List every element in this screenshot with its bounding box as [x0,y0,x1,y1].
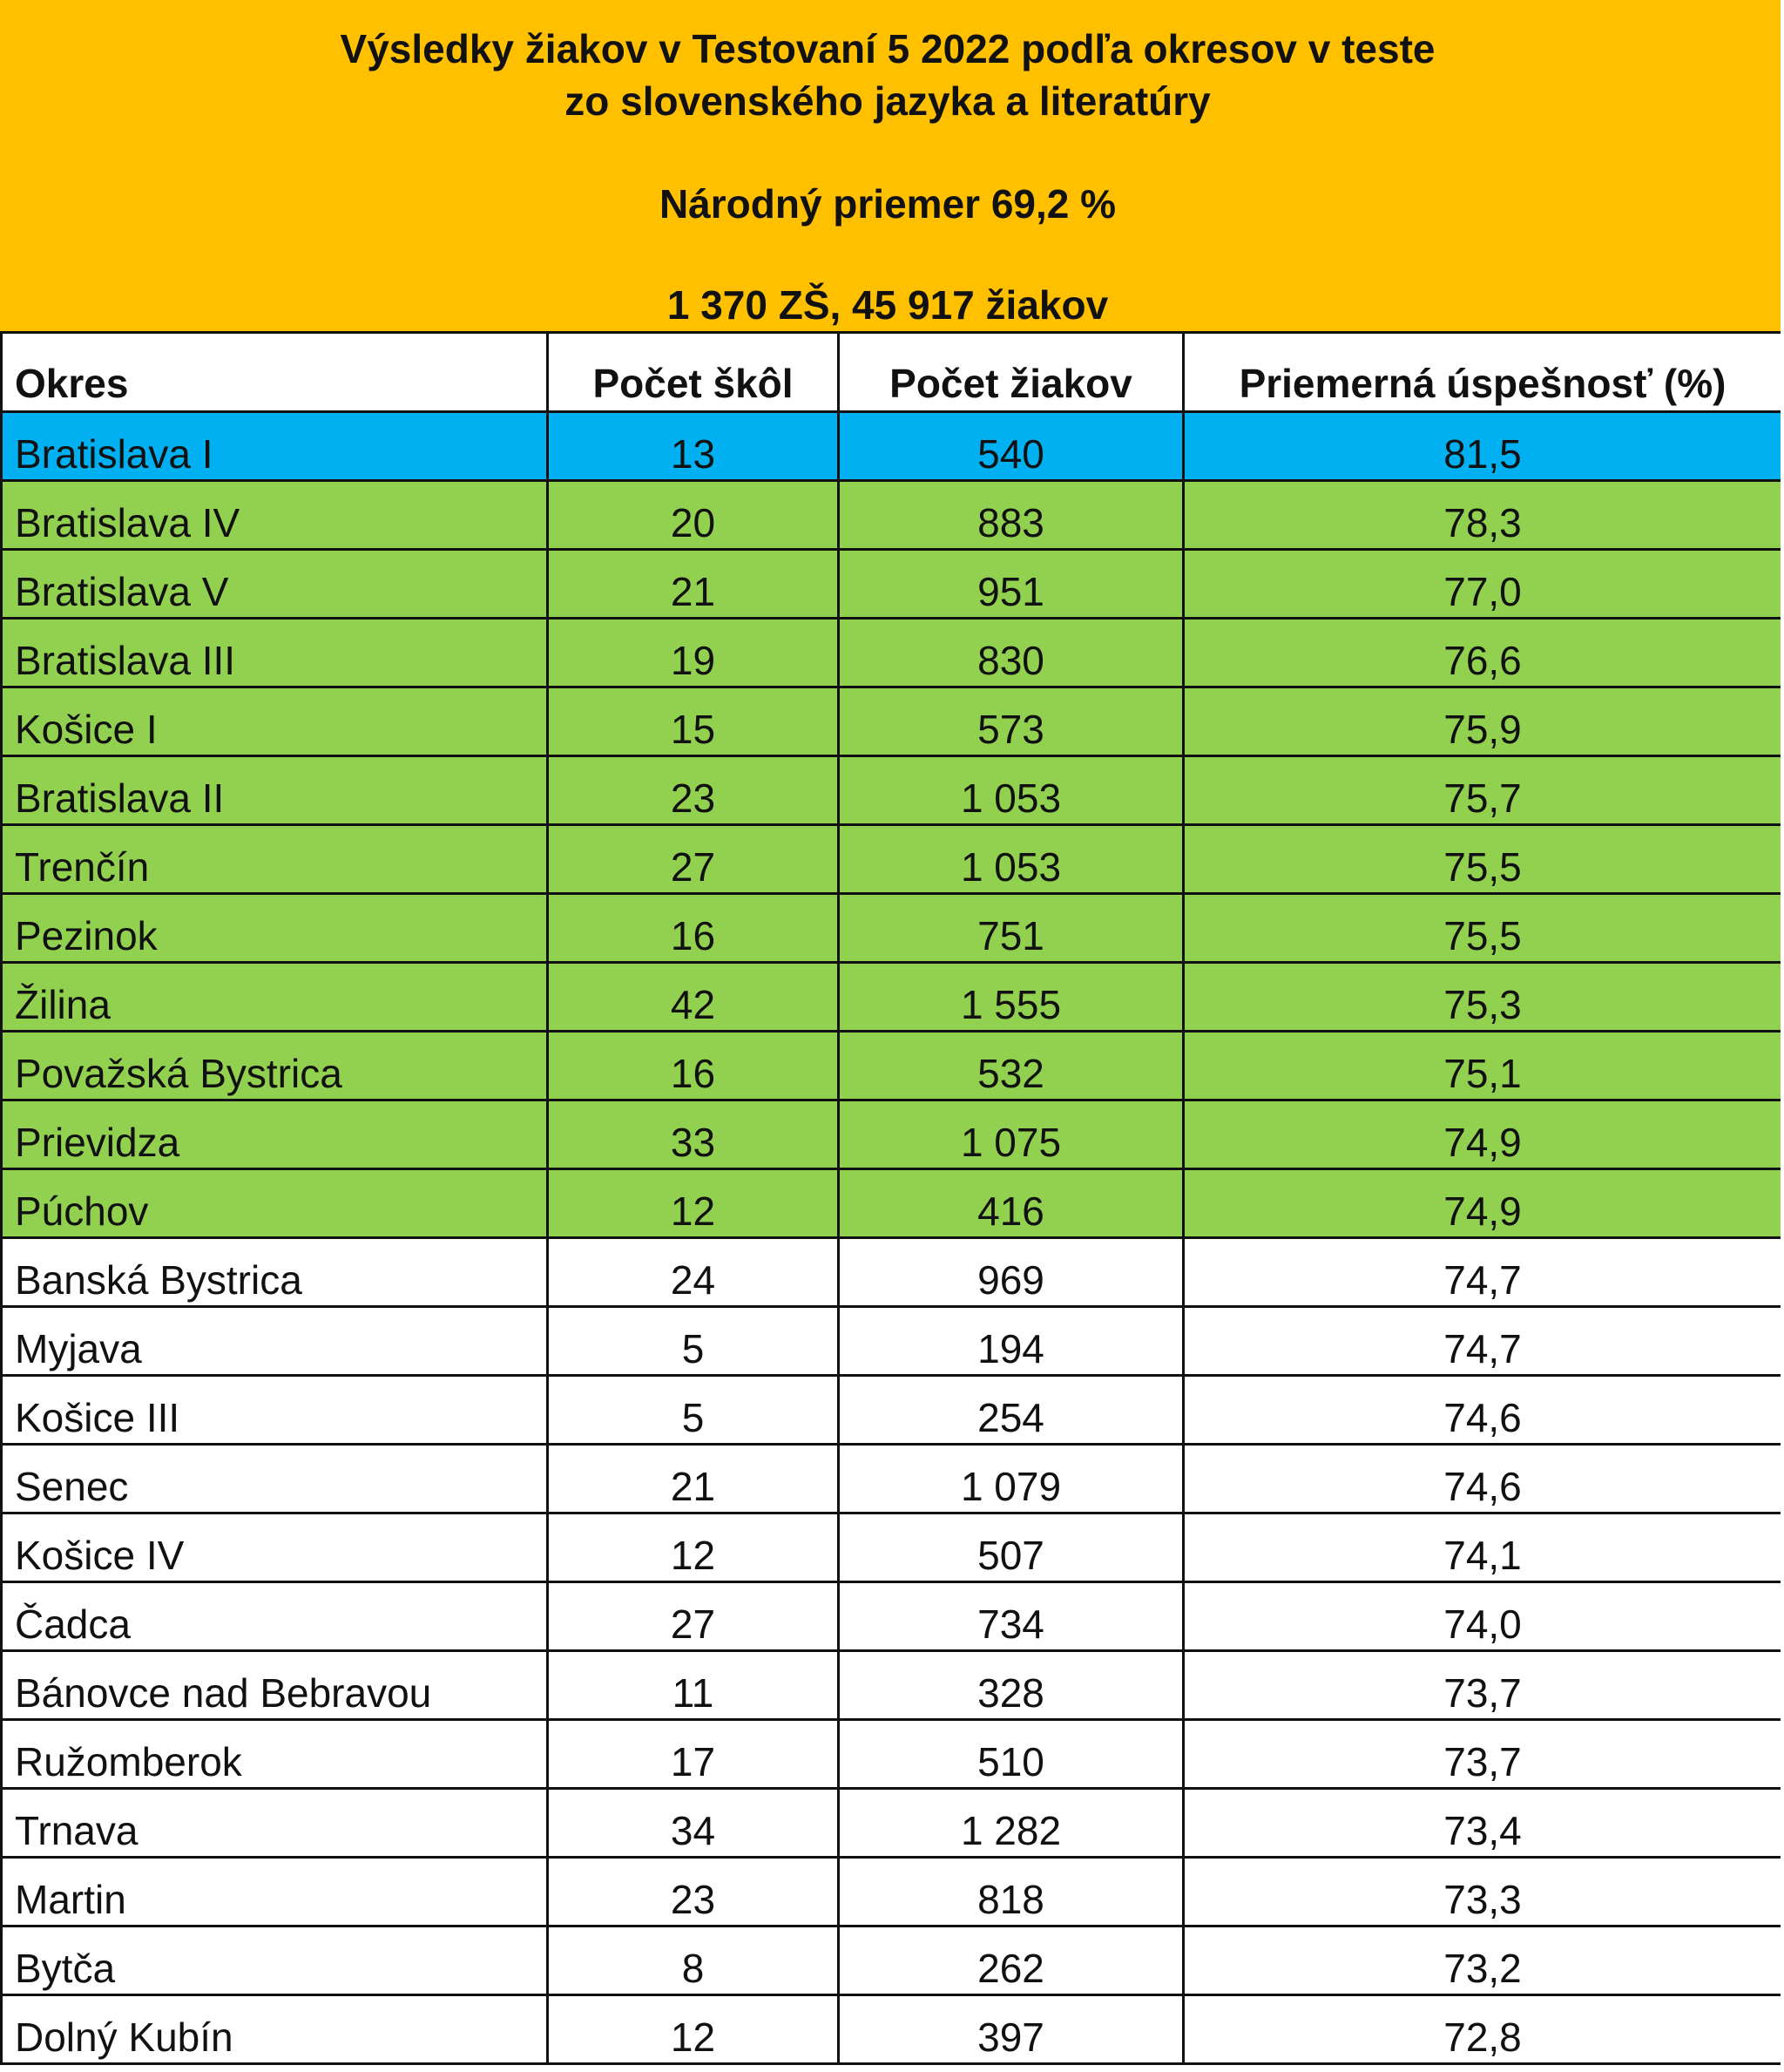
totals-summary: 1 370 ZŠ, 45 917 žiakov [666,282,1109,328]
cell-okres: Pezinok [2,894,548,963]
table-row [2,687,1782,756]
cell-okres: Trenčín [2,825,548,894]
cell-okres: Žilina [2,963,548,1032]
cell-pocet-skol: 27 [548,1582,839,1651]
cell-pocet-skol: 42 [548,963,839,1032]
table-row [2,1582,1782,1651]
cell-pocet-skol: 16 [548,1032,839,1100]
cell-pocet-ziakov: 951 [839,550,1184,619]
cell-uspesnost: 73,7 [1184,1720,1782,1789]
cell-uspesnost: 73,4 [1184,1789,1782,1858]
cell-pocet-skol: 8 [548,1926,839,1995]
cell-okres: Košice IV [2,1513,548,1582]
cell-pocet-skol: 34 [548,1789,839,1858]
cell-okres: Myjava [2,1307,548,1376]
page-title: Výsledky žiakov v Testovaní 5 2022 podľa okresov v teste [340,26,1436,71]
cell-okres: Bánovce nad Bebravou [2,1651,548,1720]
cell-pocet-skol: 21 [548,1445,839,1513]
cell-uspesnost: 75,9 [1184,687,1782,756]
table-row [2,1651,1782,1720]
cell-okres: Považská Bystrica [2,1032,548,1100]
table-body [2,412,1782,2064]
table-row [2,1995,1782,2064]
table-row [2,963,1782,1032]
table-row [2,550,1782,619]
cell-pocet-ziakov: 969 [839,1238,1184,1307]
cell-pocet-skol: 23 [548,756,839,825]
cell-uspesnost: 73,3 [1184,1858,1782,1926]
table-header-row [2,333,1782,412]
cell-pocet-skol: 27 [548,825,839,894]
table-row [2,412,1782,481]
cell-pocet-skol: 5 [548,1376,839,1445]
page-subtitle: zo slovenského jazyka a literatúry [564,78,1211,124]
cell-pocet-ziakov: 532 [839,1032,1184,1100]
cell-pocet-ziakov: 1 075 [839,1100,1184,1169]
table-row [2,1720,1782,1789]
cell-pocet-ziakov: 751 [839,894,1184,963]
cell-pocet-ziakov: 734 [839,1582,1184,1651]
cell-okres: Bratislava II [2,756,548,825]
table-row [2,1926,1782,1995]
cell-okres: Košice I [2,687,548,756]
cell-pocet-ziakov: 416 [839,1169,1184,1238]
cell-pocet-ziakov: 573 [839,687,1184,756]
table-row [2,1858,1782,1926]
table-row [2,825,1782,894]
cell-pocet-ziakov: 328 [839,1651,1184,1720]
cell-pocet-skol: 15 [548,687,839,756]
cell-okres: Senec [2,1445,548,1513]
cell-okres: Dolný Kubín [2,1995,548,2064]
cell-uspesnost: 75,1 [1184,1032,1782,1100]
cell-pocet-skol: 5 [548,1307,839,1376]
table-row [2,1100,1782,1169]
table-row [2,1789,1782,1858]
cell-pocet-ziakov: 262 [839,1926,1184,1995]
cell-uspesnost: 74,6 [1184,1376,1782,1445]
table-row [2,1169,1782,1238]
cell-okres: Čadca [2,1582,548,1651]
cell-pocet-skol: 12 [548,1169,839,1238]
cell-pocet-ziakov: 818 [839,1858,1184,1926]
column-header-uspesnost: Priemerná úspešnosť (%) [1184,333,1782,412]
cell-pocet-ziakov: 397 [839,1995,1184,2064]
cell-okres: Prievidza [2,1100,548,1169]
cell-pocet-ziakov: 1 079 [839,1445,1184,1513]
table-row [2,1307,1782,1376]
table-row [2,1445,1782,1513]
cell-uspesnost: 74,9 [1184,1100,1782,1169]
table-row [2,481,1782,550]
cell-pocet-ziakov: 194 [839,1307,1184,1376]
page-margin [1781,0,1784,2072]
cell-uspesnost: 73,2 [1184,1926,1782,1995]
table-row [2,1513,1782,1582]
cell-uspesnost: 75,7 [1184,756,1782,825]
cell-okres: Bratislava IV [2,481,548,550]
cell-pocet-ziakov: 1 555 [839,963,1184,1032]
cell-pocet-ziakov: 507 [839,1513,1184,1582]
cell-pocet-skol: 21 [548,550,839,619]
cell-okres: Trnava [2,1789,548,1858]
cell-uspesnost: 78,3 [1184,481,1782,550]
cell-uspesnost: 74,7 [1184,1307,1782,1376]
cell-okres: Ružomberok [2,1720,548,1789]
cell-okres: Púchov [2,1169,548,1238]
cell-okres: Bratislava III [2,619,548,687]
cell-uspesnost: 77,0 [1184,550,1782,619]
cell-pocet-skol: 23 [548,1858,839,1926]
cell-uspesnost: 74,9 [1184,1169,1782,1238]
table-row [2,1376,1782,1445]
cell-pocet-skol: 16 [548,894,839,963]
cell-pocet-ziakov: 510 [839,1720,1184,1789]
table-row [2,894,1782,963]
cell-pocet-skol: 20 [548,481,839,550]
cell-okres: Bratislava I [2,412,548,481]
cell-uspesnost: 75,3 [1184,963,1782,1032]
cell-pocet-ziakov: 883 [839,481,1184,550]
cell-okres: Banská Bystrica [2,1238,548,1307]
cell-pocet-skol: 12 [548,1513,839,1582]
cell-pocet-skol: 33 [548,1100,839,1169]
cell-uspesnost: 74,1 [1184,1513,1782,1582]
cell-pocet-ziakov: 254 [839,1376,1184,1445]
cell-uspesnost: 72,8 [1184,1995,1782,2064]
cell-uspesnost: 75,5 [1184,825,1782,894]
cell-uspesnost: 74,7 [1184,1238,1782,1307]
table-row [2,756,1782,825]
column-header-ziaci: Počet žiakov [839,333,1184,412]
cell-okres: Martin [2,1858,548,1926]
header-banner [0,0,1781,331]
cell-pocet-skol: 11 [548,1651,839,1720]
cell-pocet-ziakov: 1 053 [839,756,1184,825]
cell-pocet-ziakov: 1 282 [839,1789,1184,1858]
cell-okres: Bytča [2,1926,548,1995]
table-row [2,1238,1782,1307]
cell-uspesnost: 76,6 [1184,619,1782,687]
column-header-skoly: Počet škôl [548,333,839,412]
cell-uspesnost: 75,5 [1184,894,1782,963]
cell-okres: Bratislava V [2,550,548,619]
cell-pocet-skol: 17 [548,1720,839,1789]
cell-pocet-ziakov: 1 053 [839,825,1184,894]
national-average: Národný priemer 69,2 % [659,181,1117,227]
table-row [2,1032,1782,1100]
cell-pocet-ziakov: 830 [839,619,1184,687]
cell-pocet-skol: 24 [548,1238,839,1307]
cell-uspesnost: 73,7 [1184,1651,1782,1720]
cell-pocet-ziakov: 540 [839,412,1184,481]
cell-uspesnost: 81,5 [1184,412,1782,481]
cell-pocet-skol: 13 [548,412,839,481]
cell-uspesnost: 74,6 [1184,1445,1782,1513]
cell-pocet-skol: 19 [548,619,839,687]
results-table [0,331,1783,2065]
table-row [2,619,1782,687]
column-header-okres: Okres [2,333,548,412]
cell-okres: Košice III [2,1376,548,1445]
cell-pocet-skol: 12 [548,1995,839,2064]
cell-uspesnost: 74,0 [1184,1582,1782,1651]
